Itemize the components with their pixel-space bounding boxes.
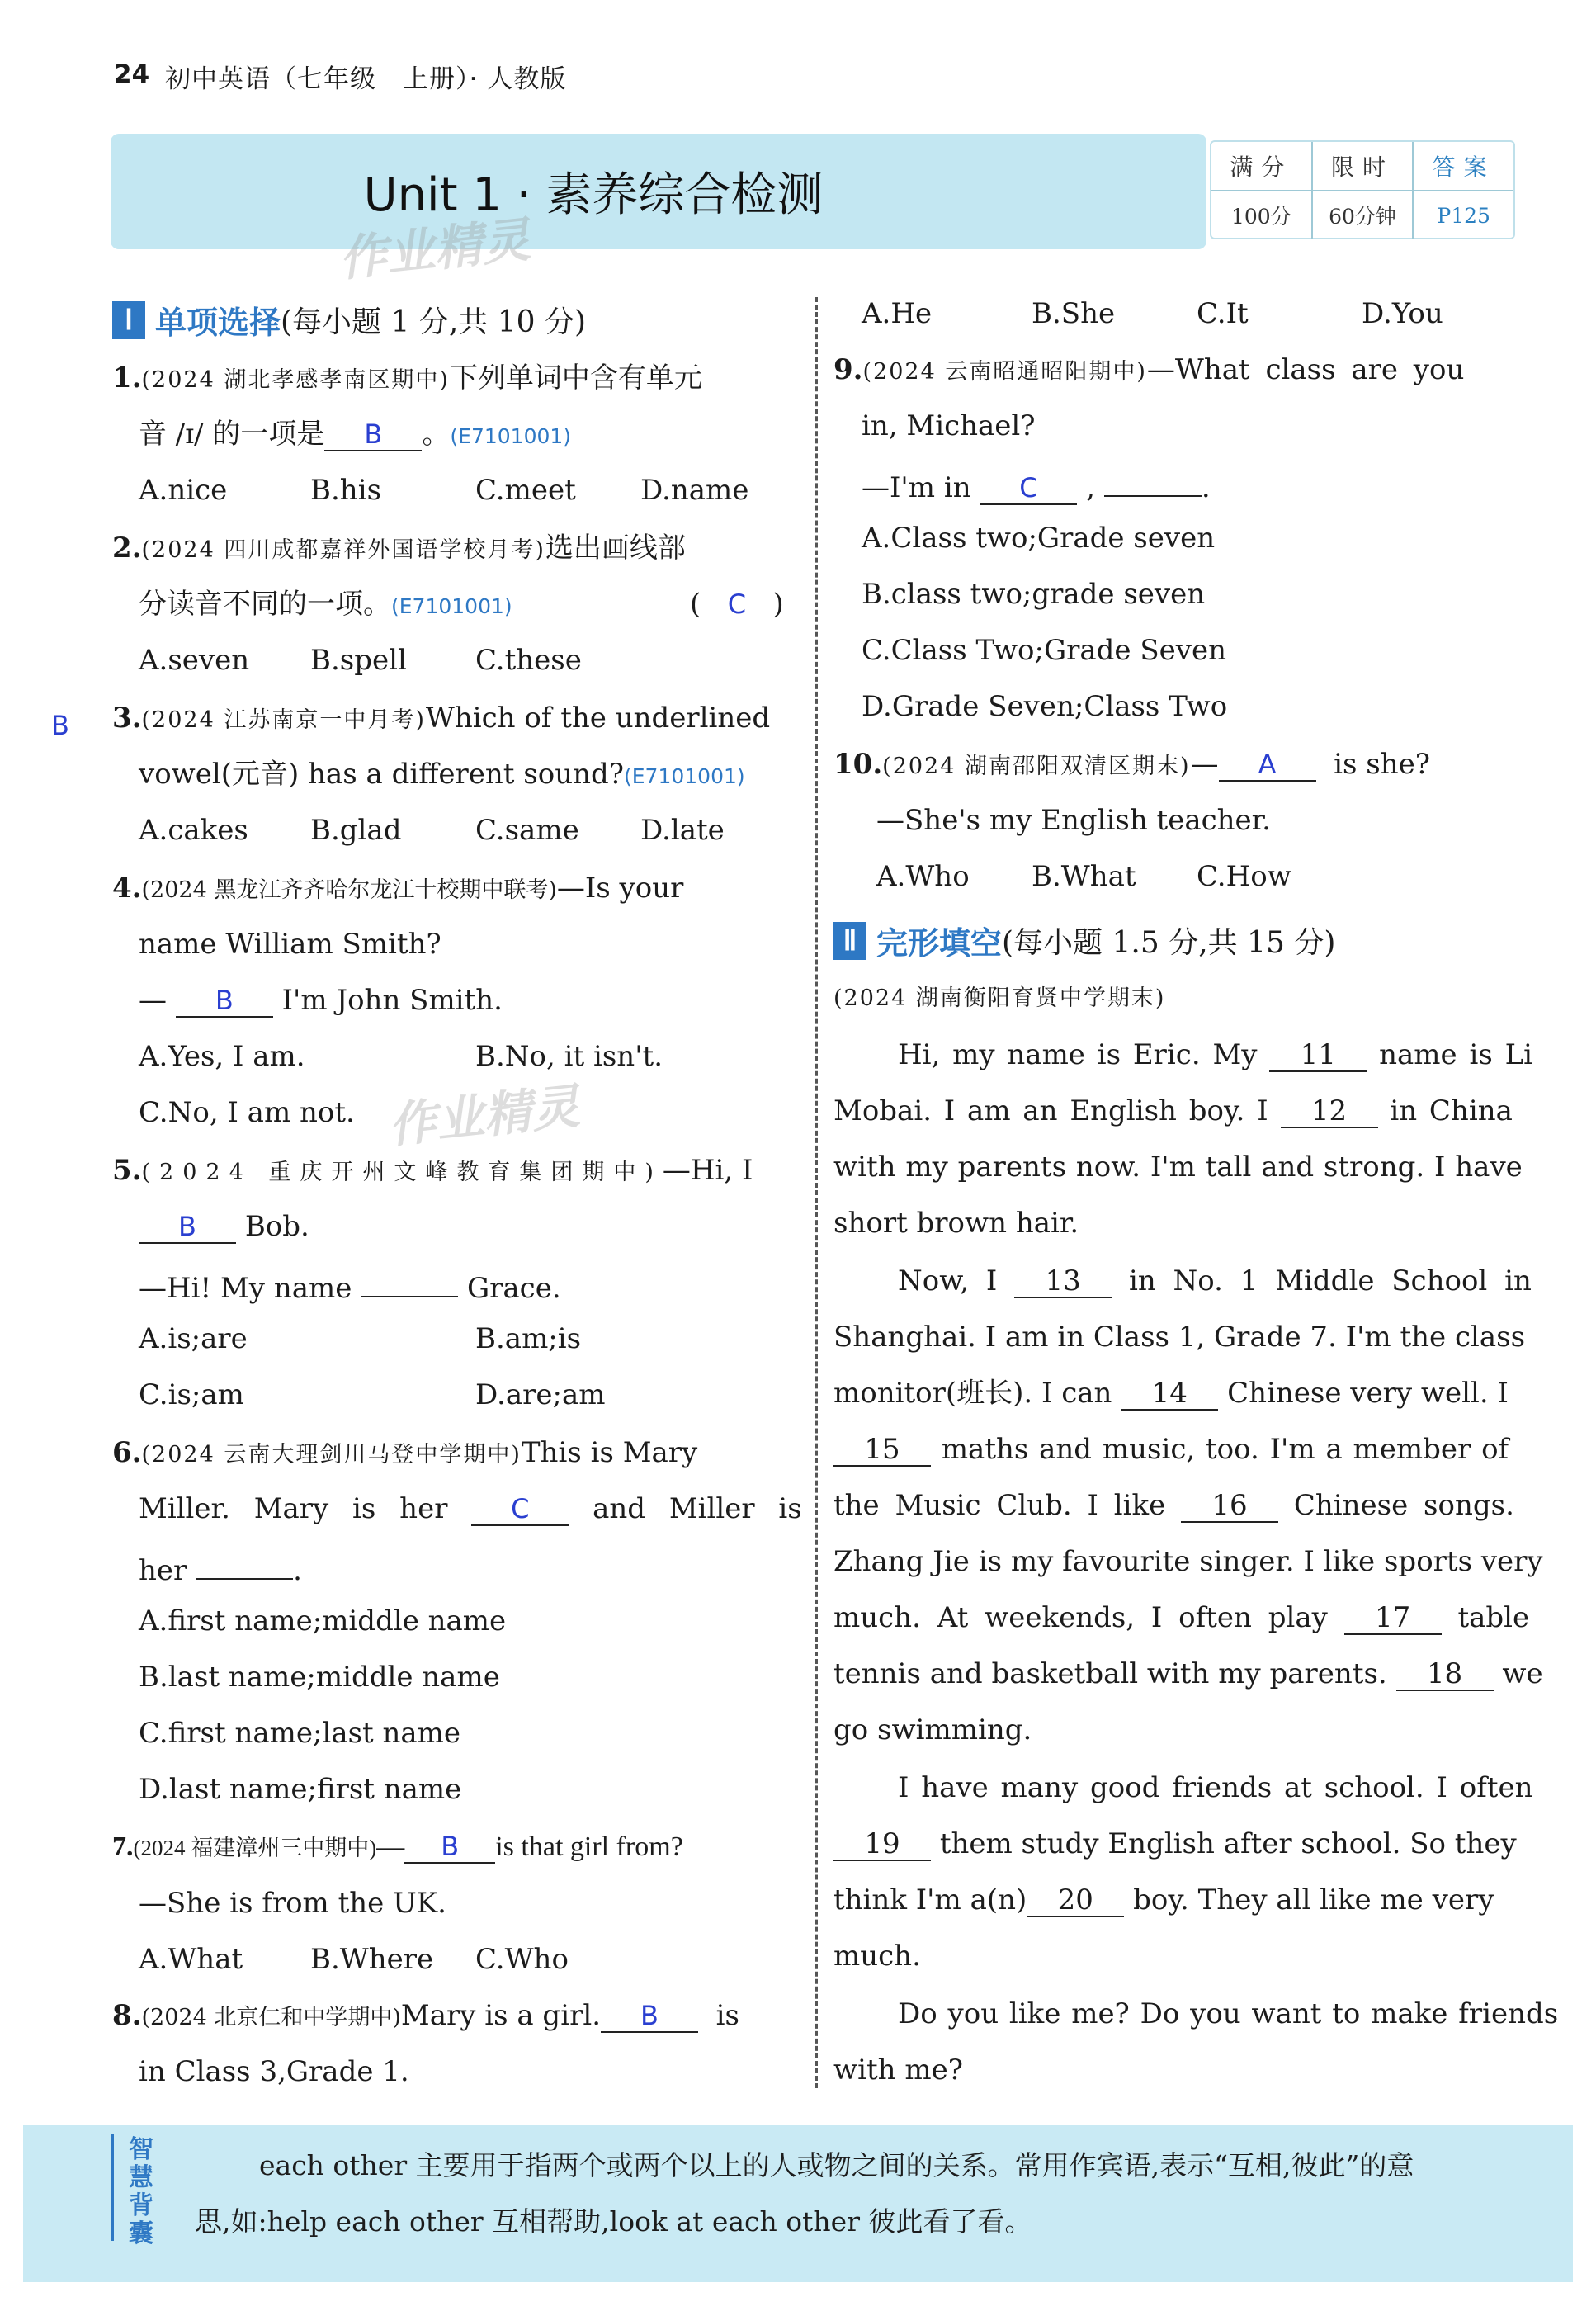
- q4-number: 4.: [112, 872, 142, 905]
- q8-opt-b: B.She: [1032, 297, 1116, 330]
- q1-answer-blank: [324, 418, 422, 451]
- q6-opt-d: D.last name;first name: [139, 1773, 462, 1806]
- q1-answer: B: [364, 418, 383, 450]
- section2-title: 完形填空: [876, 925, 1003, 962]
- cloze-blank-16: 16: [1181, 1490, 1278, 1523]
- q5-line1: [112, 1152, 753, 1191]
- q6-number: 6.: [112, 1436, 142, 1469]
- tip-tag-char-4: 囊: [129, 2219, 153, 2248]
- book-title: 初中英语（七年级 上册）· 人教版: [165, 64, 567, 94]
- q5-line2: [139, 1208, 309, 1245]
- cloze-line-15: [833, 1826, 1517, 1862]
- q1-line1: [112, 360, 702, 399]
- q10-line2: —She's my English teacher.: [876, 804, 1271, 837]
- cloze-blank-18: 18: [1396, 1658, 1494, 1691]
- cloze-text-12b: we: [1502, 1657, 1543, 1690]
- q7-dash: —: [376, 1831, 405, 1862]
- unit-title: Unit 1 · 素养综合检测: [363, 168, 824, 222]
- cloze-line-11: [833, 1600, 1529, 1636]
- q4-stem: —Is your: [556, 872, 684, 905]
- q8-stem: Mary is a girl.: [400, 1999, 602, 2032]
- q9-opt-d: D.Grade Seven;Class Two: [862, 690, 1228, 723]
- q4-opt-a: A.Yes, I am.: [139, 1040, 305, 1073]
- q3-line1: [112, 700, 770, 739]
- q7-answer-blank: [404, 1831, 495, 1864]
- q2-source: (2024 四川成都嘉祥外国语学校月考): [141, 537, 545, 563]
- q7-answer: B: [441, 1831, 460, 1862]
- tip-bar: [111, 2134, 114, 2241]
- q4-line2: name William Smith?: [139, 928, 441, 961]
- cloze-text-9b: Chinese songs.: [1293, 1489, 1514, 1522]
- cloze-line-8: [833, 1431, 1509, 1467]
- q9-stem-3c: .: [1201, 471, 1211, 504]
- q2-code: (E7101001): [391, 594, 512, 618]
- q6-stem-3b: .: [293, 1554, 302, 1587]
- q8-answer-blank: [601, 2000, 698, 2033]
- q1-opt-b: B.his: [310, 474, 382, 507]
- q7-opt-b: B.Where: [310, 1943, 434, 1976]
- q1-opt-c: C.meet: [475, 474, 576, 507]
- cloze-blank-20: 20: [1027, 1884, 1124, 1917]
- q1-line2: [139, 416, 571, 455]
- cloze-line-1: [898, 1037, 1532, 1073]
- tip-line-2: 思,如:help each other 互相帮助,look at each other 彼此看了看。: [195, 2205, 1032, 2238]
- section1-note: (每小题 1 分,共 10 分): [281, 305, 587, 339]
- q6-opt-b: B.last name;middle name: [139, 1661, 500, 1694]
- cloze-text-2a: Mobai. I am an English boy. I: [833, 1094, 1268, 1127]
- q4-opt-b: B.No, it isn't.: [475, 1040, 663, 1073]
- q5-opt-b: B.am;is: [475, 1322, 582, 1355]
- cloze-blank-13: 13: [1014, 1265, 1112, 1298]
- q1-stem-3: 。: [422, 418, 451, 451]
- cloze-text-11a: much. At weekends, I often play: [833, 1601, 1328, 1634]
- q3-number: 3.: [112, 702, 142, 735]
- q4-source: (2024 黑龙江齐齐哈尔龙江十校期中联考): [141, 877, 557, 903]
- q10-line1: [833, 746, 1430, 785]
- q8-answer: B: [640, 2000, 659, 2031]
- q9-stem-3b: ,: [1086, 471, 1096, 504]
- q4-opt-c: C.No, I am not.: [139, 1096, 355, 1129]
- section1-heading: [112, 297, 586, 343]
- cloze-line-19: with me?: [833, 2053, 963, 2087]
- q6-stem-2a: Miller. Mary is her: [139, 1492, 448, 1525]
- q6-answer-blank: [471, 1493, 569, 1526]
- cloze-blank-17: 17: [1344, 1602, 1442, 1635]
- q9-answer: C: [1019, 472, 1038, 503]
- q8-source: (2024 北京仁和中学期中): [141, 2005, 401, 2030]
- section1-number: Ⅰ: [112, 301, 145, 339]
- q1-opt-a: A.nice: [139, 474, 228, 507]
- q8-opt-a: A.He: [862, 297, 933, 330]
- q8-opt-d: D.You: [1362, 297, 1443, 330]
- q4-dash: —: [139, 984, 167, 1017]
- cloze-line-17: much.: [833, 1940, 921, 1973]
- q5-blank-2: [361, 1264, 458, 1297]
- q5-answer: B: [178, 1211, 196, 1242]
- q9-opt-b: B.class two;grade seven: [862, 578, 1206, 611]
- q9-opt-c: C.Class Two;Grade Seven: [862, 634, 1226, 667]
- q10-dash: —: [1190, 748, 1219, 781]
- cloze-blank-19: 19: [833, 1828, 931, 1861]
- q1-code: (E7101001): [450, 424, 572, 448]
- cloze-text-15b: them study English after school. So they: [939, 1827, 1517, 1860]
- q10-opt-b: B.What: [1032, 860, 1136, 893]
- q6-line1: [112, 1434, 697, 1473]
- cloze-text-9a: the Music Club. I like: [833, 1489, 1166, 1522]
- cloze-line-18: Do you like me? Do you want to make friends: [898, 1997, 1559, 2030]
- q8-line1: [112, 1997, 739, 2036]
- q2-answer-paren: [690, 586, 784, 622]
- q6-stem-2b: and Miller is: [593, 1492, 802, 1525]
- cloze-text-7b: Chinese very well. I: [1227, 1377, 1509, 1410]
- q10-number: 10.: [833, 748, 883, 781]
- q9-answer-blank: [980, 472, 1077, 505]
- q9-stem: —What class are you: [1146, 353, 1465, 386]
- q7-line2: —She is from the UK.: [139, 1887, 446, 1920]
- q1-opt-d: D.name: [640, 474, 749, 507]
- cloze-text-2b: in China: [1390, 1094, 1513, 1127]
- q3-opt-a: A.cakes: [139, 814, 248, 847]
- q2-opt-c: C.these: [475, 644, 582, 677]
- q10-answer: A: [1258, 749, 1277, 780]
- watermark-2: 作业精灵: [385, 1078, 583, 1154]
- section2-heading: [833, 918, 1335, 963]
- cloze-text-16a: think I'm a(n): [833, 1883, 1027, 1916]
- cloze-line-12: [833, 1656, 1543, 1692]
- cloze-line-6: Shanghai. I am in Class 1, Grade 7. I'm the class: [833, 1321, 1526, 1354]
- q6-line2: [139, 1491, 802, 1527]
- q3-code: (E7101001): [623, 764, 745, 788]
- q2-answer: C: [727, 588, 747, 620]
- cloze-blank-15: 15: [833, 1434, 931, 1467]
- exam-info-box: [1210, 140, 1515, 239]
- q2-opt-a: A.seven: [139, 644, 250, 677]
- q8-number: 8.: [112, 1999, 142, 2032]
- q6-line3: [139, 1547, 302, 1589]
- tip-tag: [122, 2136, 160, 2248]
- q5-source: (2024 重庆开州文峰教育集团期中): [141, 1160, 663, 1185]
- q4-line1: [112, 870, 683, 909]
- cloze-source: (2024 湖南衡阳育贤中学期末): [833, 985, 1166, 1011]
- q5-stem-3b: Grace.: [466, 1272, 561, 1305]
- q6-answer: C: [511, 1493, 530, 1524]
- q5-opt-c: C.is;am: [139, 1378, 244, 1411]
- cloze-line-9: [833, 1487, 1514, 1524]
- q2-number: 2.: [112, 532, 142, 565]
- cloze-line-16: [833, 1882, 1494, 1918]
- section2-note: (每小题 1.5 分,共 15 分): [1002, 926, 1336, 960]
- cloze-text-5a: Now, I: [898, 1264, 998, 1297]
- q2-opt-b: B.spell: [310, 644, 407, 677]
- q7-stem: is that girl from?: [495, 1831, 683, 1862]
- q8-stem-b: is: [715, 1999, 739, 2032]
- cloze-line-5: [898, 1263, 1532, 1299]
- q9-line2: in, Michael?: [862, 409, 1036, 442]
- q4-line3: [139, 982, 503, 1018]
- q1-stem-2: 音 /ɪ/ 的一项是: [139, 418, 325, 451]
- q3-opt-b: B.glad: [310, 814, 402, 847]
- q9-stem-3a: —I'm in: [862, 471, 971, 504]
- q2-stem: 选出画线部: [545, 532, 686, 565]
- margin-note: B: [51, 710, 69, 741]
- cloze-line-3: with my parents now. I'm tall and strong. I have: [833, 1151, 1523, 1184]
- tip-tag-char-2: 慧: [129, 2163, 153, 2192]
- q8-opt-c: C.It: [1197, 297, 1249, 330]
- section1-title: 单项选择: [155, 305, 281, 341]
- answer-label: 答案: [1412, 142, 1513, 190]
- q4-stem-3: I'm John Smith.: [281, 984, 503, 1017]
- q5-stem-3a: —Hi! My name: [139, 1272, 352, 1305]
- cloze-text-16b: boy. They all like me very: [1133, 1883, 1494, 1916]
- q3-opt-d: D.late: [640, 814, 725, 847]
- q2-stem-2: 分读音不同的一项。: [139, 588, 391, 621]
- watermark: 作业精灵: [336, 211, 533, 287]
- column-divider: [815, 297, 818, 2088]
- q9-source: (2024 云南昭通昭阳期中): [862, 359, 1147, 385]
- cloze-blank-14: 14: [1121, 1378, 1218, 1411]
- cloze-text-11b: table: [1457, 1601, 1530, 1634]
- q10-source: (2024 湖南邵阳双清区期末): [882, 754, 1191, 779]
- q4-answer: B: [215, 985, 234, 1016]
- cloze-line-14: I have many good friends at school. I often: [898, 1771, 1533, 1804]
- q2-paren-right: ): [772, 588, 784, 621]
- tip-tag-char-1: 智: [129, 2135, 153, 2164]
- cloze-blank-11: 11: [1269, 1039, 1367, 1072]
- q6-opt-c: C.first name;last name: [139, 1717, 461, 1750]
- q6-stem-3a: her: [139, 1554, 187, 1587]
- tip-line-1: each other 主要用于指两个或两个以上的人或物之间的关系。常用作宾语,表示“互相,彼此”的意: [259, 2149, 1414, 2181]
- q7-source: (2024 福建漳州三中期中): [133, 1836, 377, 1860]
- q9-number: 9.: [833, 353, 863, 386]
- section2-number: Ⅱ: [833, 922, 866, 960]
- cloze-line-13: go swimming.: [833, 1713, 1032, 1746]
- time-limit-label: 限时: [1311, 142, 1413, 190]
- q10-answer-blank: [1219, 749, 1316, 782]
- q3-source: (2024 江苏南京一中月考): [141, 707, 426, 733]
- q3-stem: Which of the underlined: [425, 702, 771, 735]
- q1-source: (2024 湖北孝感孝南区期中): [141, 367, 450, 393]
- q5-stem-2: Bob.: [244, 1210, 309, 1243]
- q3-stem-2: vowel(元音) has a different sound?: [139, 758, 624, 791]
- q7-opt-a: A.What: [139, 1943, 243, 1976]
- full-score-value: 100分: [1230, 205, 1291, 229]
- cloze-text-1a: Hi, my name is Eric. My: [898, 1038, 1258, 1071]
- cloze-text-1b: name is Li: [1379, 1038, 1533, 1071]
- q5-answer-blank: [139, 1211, 236, 1244]
- q9-line3: [862, 464, 1211, 506]
- q10-stem: is she?: [1334, 748, 1430, 781]
- q7-opt-c: C.Who: [475, 1943, 569, 1976]
- q8-line2: in Class 3,Grade 1.: [139, 2055, 409, 2088]
- q3-opt-c: C.same: [475, 814, 579, 847]
- q5-opt-d: D.are;am: [475, 1378, 606, 1411]
- answer-page-value: P125: [1412, 191, 1513, 239]
- tip-tag-char-3: 背: [129, 2191, 153, 2220]
- q5-number: 5.: [112, 1154, 142, 1187]
- cloze-line-10: Zhang Jie is my favourite singer. I like sports very: [833, 1545, 1543, 1578]
- q3-line2: [139, 756, 745, 795]
- q5-line3: [139, 1264, 561, 1307]
- q7-number: 7.: [112, 1831, 134, 1862]
- q1-stem: 下列单词中含有单元: [449, 362, 702, 395]
- q4-answer-blank: [176, 985, 273, 1018]
- q5-stem: —Hi, I: [662, 1154, 753, 1187]
- q10-opt-a: A.Who: [876, 860, 970, 893]
- q9-blank-2: [1104, 464, 1202, 497]
- cloze-text-8b: maths and music, too. I'm a member of: [941, 1433, 1509, 1466]
- cloze-text-12a: tennis and basketball with my parents.: [833, 1657, 1387, 1690]
- q9-line1: [833, 352, 1464, 390]
- q5-opt-a: A.is;are: [139, 1322, 248, 1355]
- cloze-blank-12: 12: [1281, 1095, 1378, 1128]
- q2-line1: [112, 530, 686, 569]
- q6-stem: This is Mary: [521, 1436, 698, 1469]
- q2-line2: [139, 586, 512, 625]
- full-score-label: 满分: [1230, 154, 1293, 181]
- q9-opt-a: A.Class two;Grade seven: [862, 522, 1216, 555]
- cloze-text-5b: in No. 1 Middle School in: [1128, 1264, 1532, 1297]
- q6-opt-a: A.first name;middle name: [139, 1604, 507, 1638]
- page-number: 24: [114, 59, 150, 89]
- q10-opt-c: C.How: [1197, 860, 1291, 893]
- cloze-text-7a: monitor(班长). I can: [833, 1377, 1112, 1410]
- time-limit-value: 60分钟: [1311, 191, 1413, 239]
- q2-paren-left: (: [690, 588, 701, 621]
- cloze-line-2: [833, 1093, 1513, 1129]
- cloze-line-7: [833, 1375, 1509, 1411]
- q6-blank-2: [196, 1547, 293, 1580]
- q1-number: 1.: [112, 362, 142, 395]
- cloze-line-4: short brown hair.: [833, 1207, 1079, 1240]
- q7-line1: [112, 1829, 683, 1866]
- q6-source: (2024 云南大理剑川马登中学期中): [141, 1442, 522, 1467]
